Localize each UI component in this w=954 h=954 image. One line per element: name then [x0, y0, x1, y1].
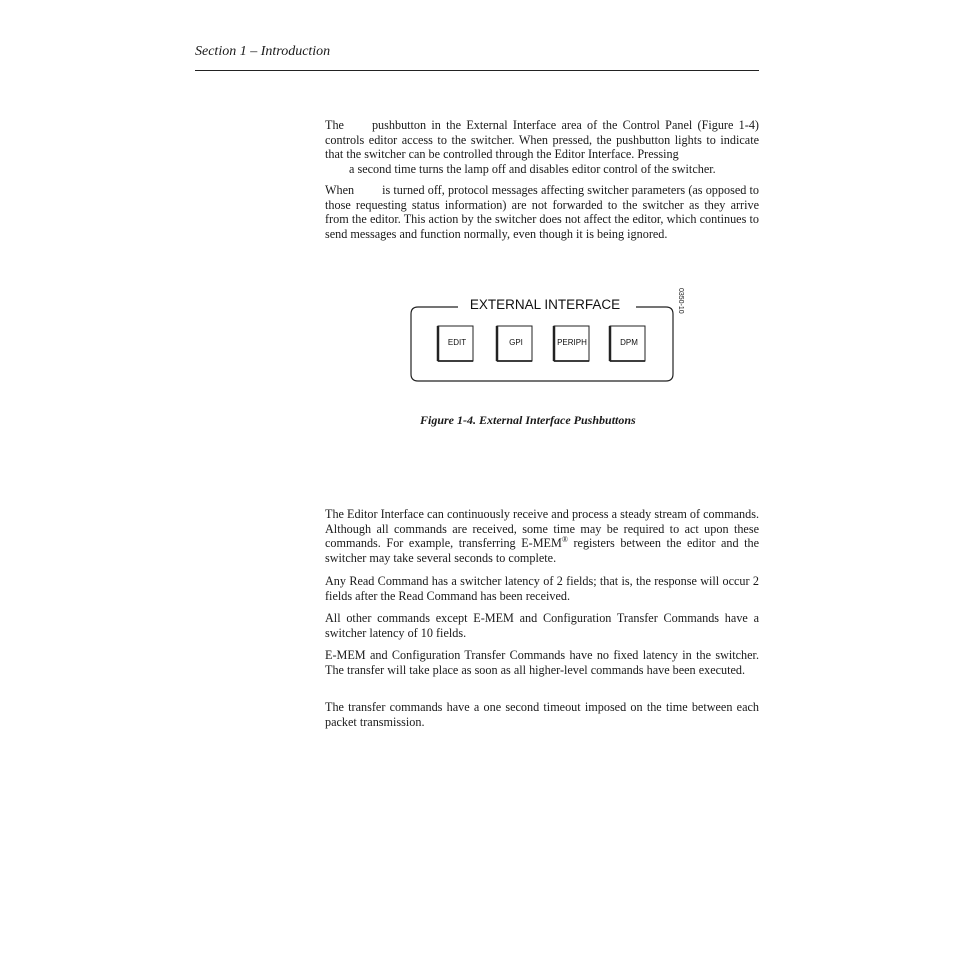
dpm-pushbutton: [610, 326, 645, 361]
p3-text-b: registers between the editor and the switcher may take several seconds to complete.: [325, 536, 759, 565]
figure-caption: Figure 1-4. External Interface Pushbuttons: [420, 413, 636, 427]
gpi-label: GPI: [509, 338, 523, 347]
p2-text-b: is turned off, protocol messages affecting switcher parameters (as opposed to those requesting status information) are not forwarded to the switcher as they arrive from the editor. This action by the switcher does not affect the editor, which continues to send messages and function normally, even though it is being ignored.: [325, 183, 759, 241]
external-interface-figure: [400, 280, 700, 390]
panel-title: EXTERNAL INTERFACE: [469, 297, 621, 312]
edit-pushbutton: [438, 326, 473, 361]
paragraph-edit-pushbutton: [325, 118, 759, 176]
paragraph-read-latency: Any Read Command has a switcher latency of 2 fields; that is, the response will occur 2 fields after the Read Command has been received.: [325, 574, 759, 603]
periph-pushbutton: [554, 326, 589, 361]
periph-label: PERIPH: [557, 338, 587, 347]
paragraph-other-latency: All other commands except E-MEM and Configuration Transfer Commands have a switcher latency of 10 fields.: [325, 611, 759, 640]
paragraph-continuous-receive: [325, 507, 759, 565]
figure-id: 0350-10: [677, 288, 684, 314]
p1-text-c: a second time turns the lamp off and disables editor control of the switcher.: [349, 161, 716, 176]
paragraph-edit-off: [325, 183, 759, 241]
paragraph-timeout: The transfer commands have a one second timeout imposed on the time between each packet transmission.: [325, 700, 759, 729]
paragraph-emem-latency: E-MEM and Configuration Transfer Commands have no fixed latency in the switcher. The transfer will take place as soon as all higher-level commands have been executed.: [325, 648, 759, 677]
header-rule: [195, 70, 759, 71]
gpi-pushbutton: [497, 326, 532, 361]
registered-mark: ®: [561, 535, 568, 545]
edit-label: EDIT: [447, 338, 467, 347]
dpm-label: DPM: [620, 338, 638, 347]
section-header: Section 1 – Introduction: [195, 44, 331, 59]
p2-text-a: When: [325, 183, 355, 197]
p1-text-b: pushbutton in the External Interface area of the Control Panel (Figure 1-4) controls editor access to the switcher. When pressed, the pushbutton lights to indicate that the switcher can be controlled through the Editor Interface. Pressing: [325, 118, 759, 162]
p3-text-a: The Editor Interface can continuously receive and process a steady stream of commands. Although all commands are received, some time may be required to act upon these commands. For example, transferring E-MEM: [325, 507, 759, 551]
p1-text-a: The: [325, 118, 344, 132]
